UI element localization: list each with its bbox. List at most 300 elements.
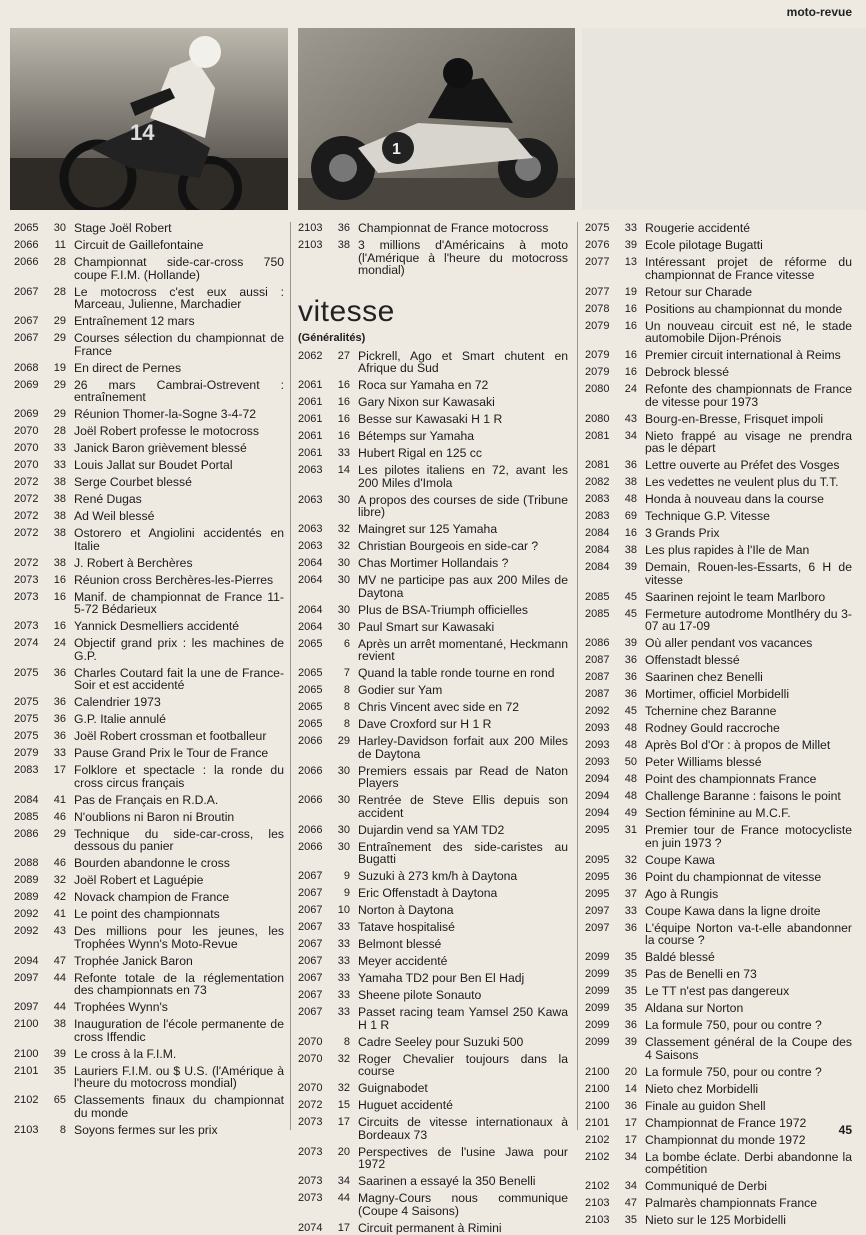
page-ref: 36 (624, 870, 637, 883)
issue-number: 2102 (14, 1094, 39, 1106)
index-entry (298, 765, 568, 790)
entry-title: Classements finaux du championnat du monde (74, 1093, 284, 1120)
entry-title: Mortimer, officiel Morbidelli (645, 687, 790, 701)
entry-title: Manif. de championnat de France 11-5-72 Bédarieux (74, 589, 284, 616)
entry-title: Saarinen chez Benelli (645, 670, 763, 684)
page-ref: 36 (624, 688, 637, 700)
page-ref: 31 (624, 824, 637, 836)
issue-number: 2067 (298, 921, 323, 933)
index-entry (298, 413, 568, 426)
page-ref: 17 (53, 764, 66, 776)
issue-number: 2084 (14, 793, 39, 806)
issue-number: 2081 (585, 459, 610, 471)
blank-panel (582, 28, 866, 210)
issue-number: 2085 (585, 607, 610, 620)
entry-title: Les plus rapides à l'Ile de Man (645, 543, 810, 557)
entry-title: Suzuki à 273 km/h à Daytona (358, 869, 518, 883)
issue-number: 2080 (585, 383, 610, 395)
index-entry (14, 713, 284, 726)
entry-title: René Dugas (74, 492, 142, 506)
page-ref: 29 (53, 332, 66, 344)
page-ref: 44 (53, 1001, 66, 1013)
issue-number: 2087 (585, 671, 610, 683)
index-entry (585, 671, 852, 684)
index-entry (298, 921, 568, 934)
page-ref: 69 (624, 510, 637, 522)
index-entry (298, 447, 568, 460)
index-entry (585, 824, 852, 849)
index-entry (585, 476, 852, 489)
issue-number: 2083 (585, 493, 610, 505)
entry-title: Bourg-en-Bresse, Frisquet impoli (645, 411, 824, 426)
index-entry (298, 222, 568, 235)
entry-title: Paul Smart sur Kawasaki (358, 619, 495, 634)
issue-number: 2070 (14, 459, 39, 471)
issue-number: 2073 (298, 1145, 323, 1158)
entry-title: Rodney Gould raccroche (645, 721, 780, 735)
index-entry (298, 1006, 568, 1031)
issue-number: 2103 (298, 239, 323, 251)
page-ref: 39 (53, 1047, 66, 1060)
page-ref: 36 (53, 666, 66, 679)
entry-title: Premiers essais par Read de Naton Players (358, 763, 568, 790)
issue-number: 2100 (585, 1099, 610, 1112)
index-entry (585, 722, 852, 735)
entry-title: 3 Grands Prix (645, 526, 720, 540)
entry-title: 3 millions d'Américains à moto (l'Amérique à l'heure du motocross mondial) (358, 238, 568, 277)
page-ref: 32 (337, 1052, 350, 1065)
page-ref: 47 (53, 954, 66, 967)
page-ref: 28 (53, 285, 66, 298)
issue-number: 2066 (298, 764, 323, 777)
entry-title: Saarinen rejoint le team Marlboro (645, 589, 826, 604)
page-ref: 39 (624, 239, 637, 251)
page-ref: 30 (337, 823, 350, 836)
issue-number: 2073 (14, 590, 39, 603)
entry-title: Réunion cross Berchères-les-Pierres (74, 572, 274, 587)
issue-number: 2067 (14, 315, 39, 327)
index-entry (585, 430, 852, 455)
entry-title: Eric Offenstadt à Daytona (358, 886, 498, 900)
page-ref: 45 (624, 705, 637, 717)
page-ref: 36 (624, 671, 637, 683)
index-entry (585, 303, 852, 316)
page-ref: 8 (343, 718, 350, 730)
entry-title: Championnat de France 1972 (645, 1115, 807, 1130)
issue-number: 2067 (298, 938, 323, 950)
index-entry (14, 222, 284, 235)
entry-title: Saarinen a essayé la 350 Benelli (358, 1174, 536, 1188)
index-entry (14, 476, 284, 489)
entry-title: Chas Mortimer Hollandais ? (358, 556, 509, 570)
index-entry (14, 730, 284, 743)
entry-title: Rougerie accidenté (645, 221, 751, 235)
issue-number: 2075 (585, 222, 610, 234)
page-ref: 34 (624, 1180, 637, 1192)
index-entry (14, 828, 284, 853)
issue-number: 2072 (14, 510, 39, 522)
index-entry (14, 891, 284, 904)
entry-title: Nieto frappé au visage ne prendra pas le départ (645, 428, 852, 455)
index-entry (298, 396, 568, 409)
issue-number: 2063 (298, 540, 323, 552)
page-ref: 17 (624, 1133, 637, 1146)
column-divider-1 (290, 222, 291, 1130)
index-entry (298, 870, 568, 883)
page-ref: 30 (337, 493, 350, 506)
entry-title: Quand la table ronde tourne en rond (358, 666, 555, 680)
entry-title: Magny-Cours nous communique (Coupe 4 Saisons) (358, 1191, 568, 1218)
page-ref: 46 (53, 810, 66, 823)
index-entry (298, 1082, 568, 1095)
issue-number: 2097 (14, 971, 39, 984)
entry-title: Meyer accidenté (358, 954, 448, 968)
index-entry (298, 557, 568, 570)
issue-number: 2070 (298, 1082, 323, 1094)
page-ref: 36 (337, 222, 350, 234)
road-racer-photo-icon (298, 28, 575, 210)
issue-number: 2063 (298, 523, 323, 535)
motocross-photo (10, 28, 288, 210)
issue-number: 2083 (14, 764, 39, 776)
issue-number: 2065 (298, 684, 323, 696)
page-ref: 17 (624, 1116, 637, 1129)
index-entry (298, 955, 568, 968)
index-entry (14, 811, 284, 824)
index-entry (14, 493, 284, 506)
index-entry (298, 667, 568, 680)
page-ref: 33 (337, 447, 350, 459)
page-ref: 16 (624, 302, 637, 315)
section-subtitle: (Généralités) (298, 331, 366, 344)
entry-title: La bombe éclate. Derbi abandonne la compétition (645, 1149, 852, 1176)
issue-number: 2085 (585, 590, 610, 603)
index-entry (14, 696, 284, 709)
issue-number: 2067 (14, 285, 39, 298)
page-ref: 16 (53, 590, 66, 603)
entry-title: Aldana sur Norton (645, 1001, 744, 1015)
index-entry (298, 350, 568, 375)
index-entry (585, 705, 852, 718)
index-entry (298, 1192, 568, 1217)
page-ref: 33 (53, 442, 66, 454)
entry-title: Point des championnats France (645, 772, 817, 786)
issue-number: 2065 (298, 637, 323, 650)
column-divider-2 (577, 222, 578, 1130)
index-entry (298, 718, 568, 731)
entry-title: Cadre Seeley pour Suzuki 500 (358, 1034, 524, 1049)
index-entry (14, 591, 284, 616)
page-ref: 29 (53, 378, 66, 391)
page-ref: 16 (337, 413, 350, 425)
issue-number: 2070 (14, 425, 39, 437)
page-ref: 28 (53, 256, 66, 268)
issue-number: 2079 (585, 349, 610, 361)
issue-number: 2087 (585, 654, 610, 666)
entry-title: Retour sur Charade (645, 284, 753, 299)
page-ref: 47 (624, 1197, 637, 1209)
index-entry (298, 938, 568, 951)
issue-number: 2077 (585, 256, 610, 268)
page-ref: 41 (53, 793, 66, 806)
entry-title: Finale au guidon Shell (645, 1098, 766, 1113)
entry-title: Nieto chez Morbidelli (645, 1081, 759, 1096)
index-entry (585, 871, 852, 884)
entry-title: Stage Joël Robert (74, 221, 172, 235)
index-entry (298, 701, 568, 714)
index-entry (585, 459, 852, 472)
entry-title: Tchernine chez Baranne (645, 704, 777, 718)
index-entry (298, 887, 568, 900)
entry-title: Refonte totale de la réglementation des championnats en 73 (74, 970, 284, 997)
entry-title: Coupe Kawa dans la ligne droite (645, 903, 821, 918)
page-ref: 38 (53, 1018, 66, 1030)
issue-number: 2066 (14, 256, 39, 268)
index-entry (14, 527, 284, 552)
page-ref: 30 (337, 620, 350, 633)
entry-title: La formule 750, pour ou contre ? (645, 1018, 822, 1032)
road-racing-photo (298, 28, 575, 210)
page-ref: 38 (53, 527, 66, 539)
issue-number: 2102 (585, 1150, 610, 1163)
entry-title: Inauguration de l'école permanente de cross Iffendic (74, 1017, 284, 1044)
entry-title: Ad Weil blessé (74, 509, 155, 523)
index-entry (14, 908, 284, 921)
page-ref: 35 (624, 1214, 637, 1226)
entry-title: MV ne participe pas aux 200 Miles de Daytona (358, 573, 568, 600)
issue-number: 2099 (585, 1002, 610, 1014)
entry-title: Pause Grand Prix le Tour de France (74, 746, 269, 760)
index-entry (298, 494, 568, 519)
issue-number: 2092 (14, 925, 39, 937)
issue-number: 2092 (585, 705, 610, 717)
entry-title: Après Bol d'Or : à propos de Millet (645, 738, 831, 752)
entry-title: Passet racing team Yamsel 250 Kawa H 1 R (358, 1005, 568, 1032)
index-entry (14, 256, 284, 281)
index-entry (585, 1214, 852, 1227)
page-ref: 16 (337, 379, 350, 391)
issue-number: 2093 (585, 739, 610, 751)
entry-title: Ostorero et Angiolini accidentés en Italie (74, 526, 284, 553)
index-entry (14, 857, 284, 870)
issue-number: 2061 (298, 447, 323, 459)
page-ref: 13 (624, 256, 637, 268)
index-entry (14, 1094, 284, 1119)
page-ref: 30 (53, 222, 66, 234)
issue-number: 2067 (298, 887, 323, 899)
issue-number: 2099 (585, 951, 610, 963)
entry-title: Refonte des championnats de France de vitesse pour 1973 (645, 382, 852, 409)
entry-title: L'équipe Norton va-t-elle abandonner la course ? (645, 920, 852, 947)
index-entry (298, 621, 568, 634)
page-number: 45 (838, 1123, 852, 1137)
index-entry (298, 794, 568, 819)
page-ref: 32 (53, 874, 66, 886)
issue-number: 2099 (585, 1036, 610, 1048)
entry-title: Section féminine au M.C.F. (645, 806, 791, 820)
page-ref: 33 (337, 989, 350, 1001)
index-entry (14, 747, 284, 760)
page-ref: 48 (624, 739, 637, 751)
page-ref: 33 (624, 222, 637, 234)
entry-title: Belmont blessé (358, 937, 442, 951)
issue-number: 2067 (298, 989, 323, 1001)
issue-number: 2072 (14, 527, 39, 539)
page-ref: 36 (624, 921, 637, 934)
issue-number: 2065 (298, 667, 323, 679)
entry-title: Serge Courbet blessé (74, 475, 192, 489)
index-entry (14, 764, 284, 789)
issue-number: 2066 (14, 239, 39, 251)
entry-title: Courses sélection du championnat de France (74, 331, 284, 358)
issue-number: 2077 (585, 285, 610, 298)
issue-number: 2064 (298, 603, 323, 616)
index-entry (585, 383, 852, 408)
index-entry (298, 989, 568, 1002)
issue-number: 2095 (585, 870, 610, 883)
page-ref: 14 (337, 464, 350, 476)
issue-number: 2067 (298, 1006, 323, 1018)
entry-title: Les pilotes italiens en 72, avant les 200 Miles d'Imola (358, 463, 568, 490)
issue-number: 2084 (585, 561, 610, 573)
svg-text:14: 14 (130, 120, 155, 145)
issue-number: 2092 (14, 908, 39, 920)
page-ref: 17 (337, 1116, 350, 1128)
page-ref: 8 (343, 684, 350, 696)
issue-number: 2070 (298, 1052, 323, 1065)
entry-title: Classement général de la Coupe des 4 Saisons (645, 1035, 852, 1062)
svg-text:1: 1 (392, 141, 401, 158)
index-entry (585, 756, 852, 769)
entry-title: Janick Baron grièvement blessé (74, 441, 247, 455)
entry-title: Où aller pendant vos vacances (645, 636, 813, 650)
index-entry (14, 239, 284, 252)
issue-number: 2066 (298, 735, 323, 747)
entry-title: J. Robert à Berchères (74, 555, 193, 570)
issue-number: 2067 (14, 332, 39, 344)
entry-title: Entraînement 12 mars (74, 314, 195, 328)
page-ref: 49 (624, 807, 637, 819)
entry-title: A propos des courses de side (Tribune libre) (358, 492, 568, 519)
index-entry (585, 1036, 852, 1061)
page-ref: 44 (53, 971, 66, 984)
page-ref: 36 (53, 696, 66, 708)
index-entry (298, 540, 568, 553)
motocross-rider-photo-icon (10, 28, 288, 210)
entry-title: Yannick Desmelliers accidenté (74, 619, 240, 633)
page-ref: 30 (337, 840, 350, 853)
page-ref: 48 (624, 790, 637, 802)
index-entry (14, 510, 284, 523)
index-entry (298, 735, 568, 760)
issue-number: 2061 (298, 430, 323, 442)
index-entry (14, 459, 284, 472)
index-entry (585, 773, 852, 786)
index-entry (14, 1001, 284, 1014)
issue-number: 2089 (14, 891, 39, 903)
issue-number: 2067 (298, 870, 323, 882)
index-entry (585, 320, 852, 345)
index-entry (14, 442, 284, 455)
entry-title: Besse sur Kawasaki H 1 R (358, 412, 503, 426)
index-entry (585, 608, 852, 633)
entry-title: Trophées Wynn's (74, 1000, 168, 1014)
issue-number: 2065 (14, 222, 39, 234)
page-ref: 48 (624, 773, 637, 785)
page-ref: 9 (343, 870, 350, 882)
issue-number: 2100 (585, 1065, 610, 1078)
entry-title: Joël Robert et Laguépie (74, 873, 204, 887)
entry-title: Dujardin vend sa YAM TD2 (358, 822, 505, 837)
page-ref: 35 (624, 951, 637, 963)
index-entry (585, 413, 852, 426)
issue-number: 2080 (585, 412, 610, 425)
index-entry (585, 888, 852, 901)
entry-title: Hubert Rigal en 125 cc (358, 446, 482, 460)
page-ref: 29 (53, 408, 66, 420)
page-ref: 16 (337, 396, 350, 408)
section-title-vitesse: vitesse (298, 294, 395, 328)
issue-number: 2087 (585, 688, 610, 700)
issue-number: 2099 (585, 1019, 610, 1031)
page-ref: 8 (59, 1123, 66, 1136)
page-ref: 8 (343, 701, 350, 713)
index-entry (14, 408, 284, 421)
index-entry (14, 557, 284, 570)
entry-title: Positions au championnat du monde (645, 301, 843, 316)
issue-number: 2101 (585, 1116, 610, 1129)
index-entry (298, 972, 568, 985)
page-ref: 17 (337, 1221, 350, 1234)
entry-title: Baldé blessé (645, 950, 715, 964)
issue-number: 2084 (585, 527, 610, 539)
entry-title: Intéressant projet de réforme du championnat de France vitesse (645, 255, 852, 282)
index-entry (585, 637, 852, 650)
issue-number: 2061 (298, 413, 323, 425)
index-entry (14, 667, 284, 692)
issue-number: 2093 (585, 722, 610, 734)
issue-number: 2097 (585, 904, 610, 917)
issue-number: 2084 (585, 544, 610, 556)
page-ref: 35 (624, 968, 637, 980)
index-entry (585, 366, 852, 379)
page-ref: 33 (337, 972, 350, 984)
page-ref: 10 (337, 904, 350, 916)
index-entry (585, 905, 852, 918)
index-entry (14, 425, 284, 438)
entry-title: Les vedettes ne veulent plus du T.T. (645, 475, 839, 489)
index-entry (585, 968, 852, 981)
page-ref: 42 (53, 891, 66, 903)
entry-title: Yamaha TD2 pour Ben El Hadj (358, 971, 525, 985)
issue-number: 2073 (298, 1116, 323, 1128)
issue-number: 2065 (298, 718, 323, 730)
entry-title: Après un arrêt momentané, Heckmann revient (358, 636, 568, 663)
entry-title: Circuit de Gaillefontaine (74, 238, 204, 252)
issue-number: 2070 (298, 1035, 323, 1048)
entry-title: Offenstadt blessé (645, 653, 740, 667)
entry-title: Lauriers F.I.M. ou $ U.S. (l'Amérique à l'heure du motocross mondial) (74, 1063, 284, 1090)
page-ref: 33 (337, 1006, 350, 1018)
page-ref: 65 (53, 1094, 66, 1106)
issue-number: 2083 (585, 510, 610, 522)
entry-title: Soyons fermes sur les prix (74, 1122, 218, 1137)
index-entry (585, 591, 852, 604)
entry-title: Ecole pilotage Bugatti (645, 238, 763, 252)
entry-title: Harley-Davidson forfait aux 200 Miles de Daytona (358, 734, 568, 761)
entry-title: Sheene pilote Sonauto (358, 988, 482, 1002)
index-entry (585, 1117, 852, 1130)
